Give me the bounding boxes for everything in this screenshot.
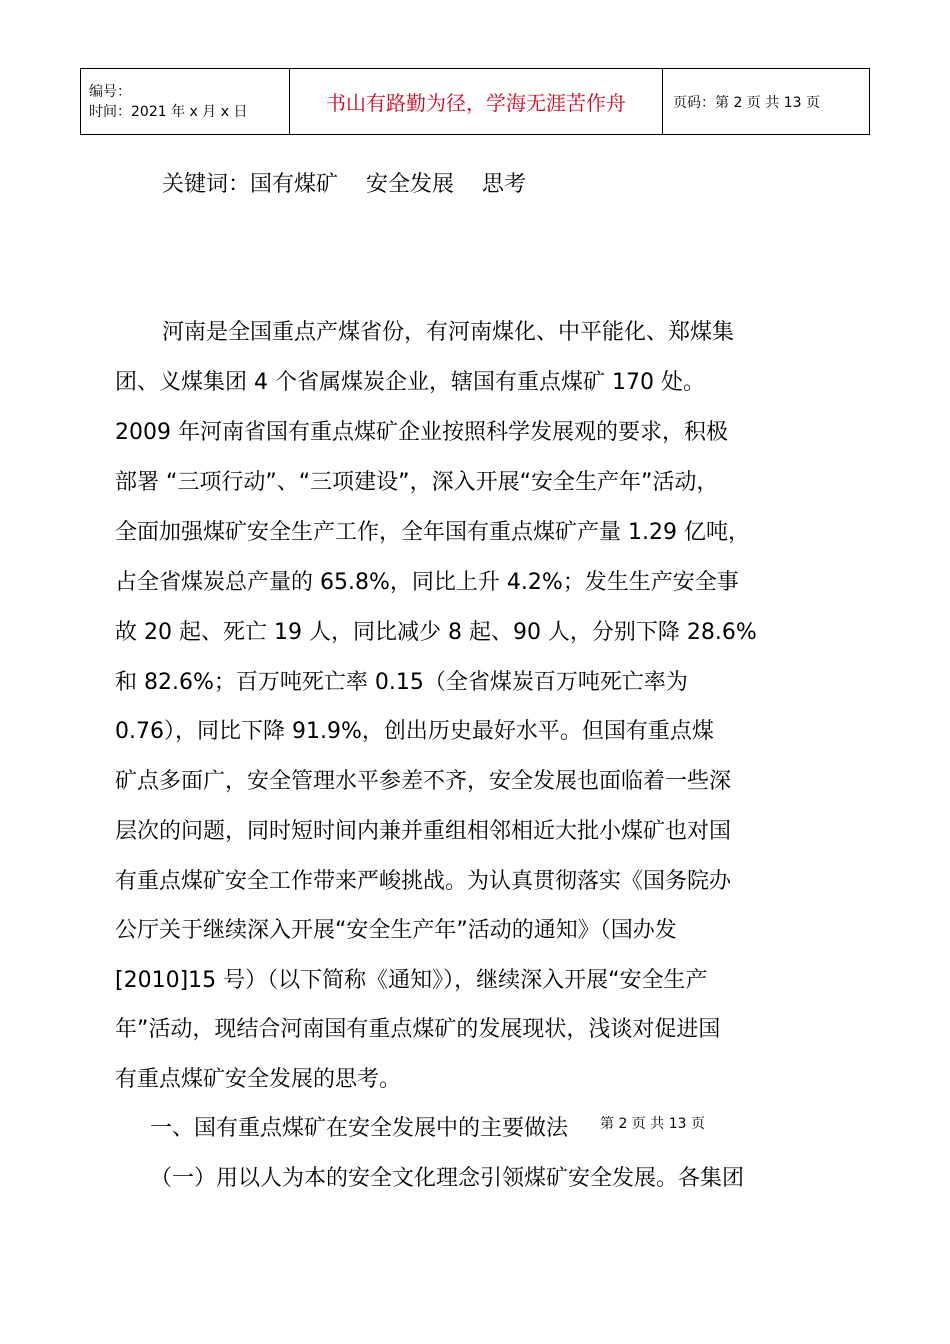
body-line: 2009 年河南省国有重点煤矿企业按照科学发展观的要求，积极 — [115, 420, 728, 445]
subsection-line: （一）用以人为本的安全文化理念引领煤矿安全发展。各集团 — [150, 1166, 745, 1191]
body-line: 层次的问题，同时短时间内兼并重组相邻相近大批小煤矿也对国 — [115, 819, 732, 844]
body-line: 河南是全国重点产煤省份，有河南煤化、中平能化、郑煤集 — [162, 320, 735, 345]
body-line: 矿点多面广，安全管理水平参差不齐，安全发展也面临着一些深 — [115, 769, 732, 794]
document-number-label: 编号： — [89, 83, 131, 100]
section-heading: 一、国有重点煤矿在安全发展中的主要做法 — [150, 1116, 569, 1141]
body-line: [2010]15 号）（以下简称《通知》），继续深入开展“安全生产 — [115, 968, 708, 993]
body-line: 0.76），同比下降 91.9%，创出历史最好水平。但国有重点煤 — [115, 719, 714, 744]
document-header-table — [80, 68, 870, 135]
header-meta-cell — [81, 69, 290, 135]
body-line: 年”活动，现结合河南国有重点煤矿的发展现状，浅谈对促进国 — [115, 1017, 721, 1042]
body-line: 全面加强煤矿安全生产工作，全年国有重点煤矿产量 1.29 亿吨， — [115, 520, 750, 545]
header-page-info: 页码：第 2 页 共 13 页 — [663, 69, 870, 135]
body-line: 有重点煤矿安全发展的思考。 — [115, 1067, 402, 1092]
body-line: 有重点煤矿安全工作带来严峻挑战。为认真贯彻落实《国务院办 — [115, 869, 732, 894]
keywords-line: 关键词：国有煤矿 安全发展 思考 — [162, 172, 526, 197]
body-line: 占全省煤炭总产量的 65.8%，同比上升 4.2%；发生生产安全事 — [115, 570, 739, 595]
page-footer-number: 第 2 页 共 13 页 — [600, 1116, 705, 1132]
header-motto: 书山有路勤为径，学海无涯苦作舟 — [290, 69, 663, 135]
body-line: 公厅关于继续深入开展“安全生产年”活动的通知》（国办发 — [115, 918, 677, 943]
document-time-label: 时间：2021 年 x 月 x 日 — [89, 103, 248, 120]
body-line: 故 20 起、死亡 19 人，同比减少 8 起、90 人，分别下降 28.6% — [115, 620, 757, 645]
body-line: 团、义煤集团 4 个省属煤炭企业，辖国有重点煤矿 170 处。 — [115, 370, 705, 395]
body-line: 部署 “三项行动”、“三项建设”，深入开展“安全生产年”活动， — [115, 470, 719, 495]
body-line: 和 82.6%；百万吨死亡率 0.15（全省煤炭百万吨死亡率为 — [115, 670, 688, 695]
